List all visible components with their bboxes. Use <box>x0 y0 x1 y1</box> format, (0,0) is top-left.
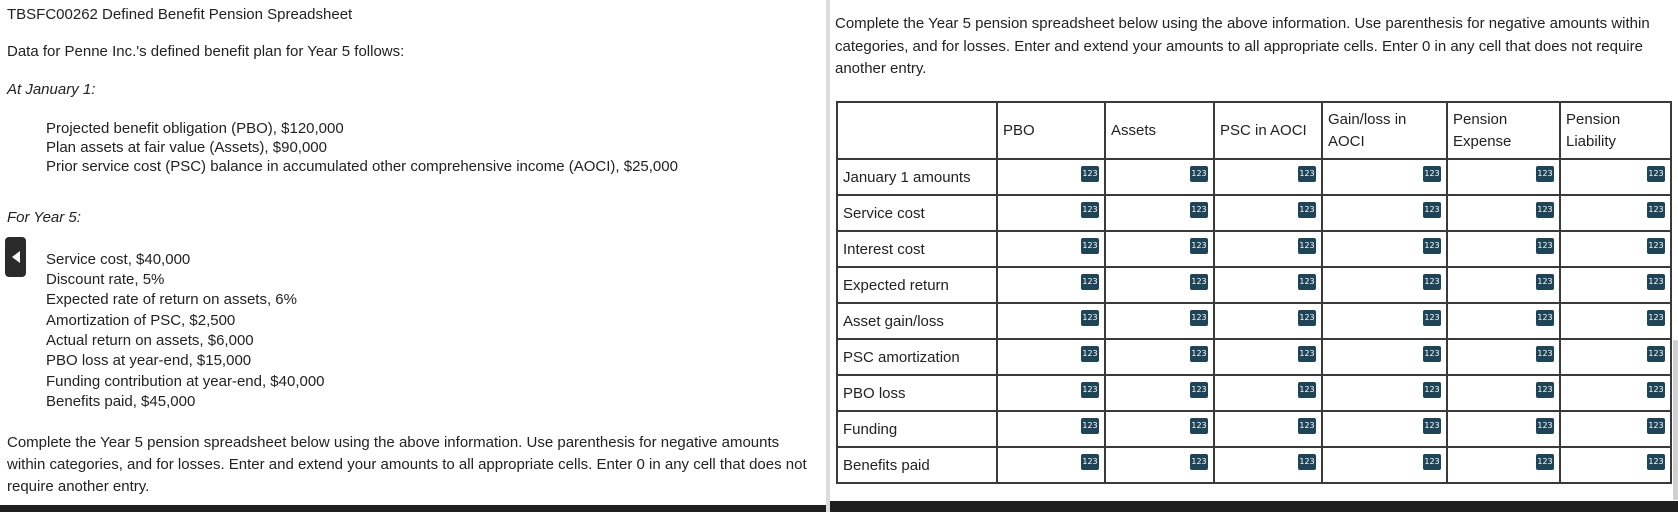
numeric-entry-icon: 123 <box>1298 202 1316 218</box>
amount-input-cell[interactable] <box>1105 303 1214 339</box>
row-label: Benefits paid <box>837 447 997 483</box>
numeric-entry-icon: 123 <box>1298 310 1316 326</box>
numeric-entry-icon: 123 <box>1081 166 1099 182</box>
row-label: Expected return <box>837 267 997 303</box>
numeric-entry-icon: 123 <box>1536 310 1554 326</box>
table-row <box>837 231 1671 267</box>
year-heading: For Year 5: <box>7 209 81 226</box>
spreadsheet-instructions: Complete the Year 5 pension spreadsheet below using the above information. Use parenthesis for negative amounts within categories, and for losses. Enter and extend your amounts to all appropriate cells. Enter 0 in any cell that does not require another entry. <box>835 15 1650 77</box>
amount-input-cell[interactable] <box>1322 411 1447 447</box>
numeric-entry-icon: 123 <box>1298 346 1316 362</box>
numeric-entry-icon: 123 <box>1298 274 1316 290</box>
table-row <box>837 447 1671 483</box>
amount-input-cell[interactable] <box>1322 159 1447 195</box>
numeric-entry-icon: 123 <box>1081 274 1099 290</box>
jan-heading: At January 1: <box>7 81 96 98</box>
scrollbar[interactable] <box>1673 340 1678 500</box>
spreadsheet-pane <box>826 0 1678 512</box>
numeric-entry-icon: 123 <box>1081 202 1099 218</box>
numeric-entry-icon: 123 <box>1190 166 1208 182</box>
numeric-entry-icon: 123 <box>1647 166 1665 182</box>
numeric-entry-icon: 123 <box>1536 418 1554 434</box>
numeric-entry-icon: 123 <box>1081 310 1099 326</box>
year-item: Funding contribution at year-end, $40,000 <box>46 373 325 390</box>
numeric-entry-icon: 123 <box>1647 310 1665 326</box>
column-header: Assets <box>1105 102 1214 159</box>
amount-input-cell[interactable] <box>1322 303 1447 339</box>
amount-input-cell[interactable] <box>1560 159 1671 195</box>
numeric-entry-icon: 123 <box>1081 238 1099 254</box>
numeric-entry-icon: 123 <box>1190 418 1208 434</box>
problem-intro: Data for Penne Inc.'s defined benefit plan for Year 5 follows: <box>7 43 405 60</box>
numeric-entry-icon: 123 <box>1423 454 1441 470</box>
amount-input-cell[interactable] <box>997 375 1105 411</box>
numeric-entry-icon: 123 <box>1298 238 1316 254</box>
amount-input-cell[interactable] <box>997 339 1105 375</box>
numeric-entry-icon: 123 <box>1298 382 1316 398</box>
amount-input-cell[interactable] <box>1214 195 1322 231</box>
numeric-entry-icon: 123 <box>1647 238 1665 254</box>
year-item: PBO loss at year-end, $15,000 <box>46 352 252 369</box>
numeric-entry-icon: 123 <box>1647 274 1665 290</box>
year-item: Amortization of PSC, $2,500 <box>46 312 236 329</box>
amount-input-cell[interactable] <box>1322 267 1447 303</box>
header-corner <box>837 102 997 159</box>
numeric-entry-icon: 123 <box>1536 274 1554 290</box>
year-item: Benefits paid, $45,000 <box>46 393 196 410</box>
amount-input-cell[interactable] <box>1447 231 1560 267</box>
column-header: Gain/loss in AOCI <box>1322 102 1447 159</box>
numeric-entry-icon: 123 <box>1190 238 1208 254</box>
triangle-left-icon <box>12 251 20 263</box>
amount-input-cell[interactable] <box>1447 375 1560 411</box>
numeric-entry-icon: 123 <box>1647 454 1665 470</box>
amount-input-cell[interactable] <box>1560 195 1671 231</box>
amount-input-cell[interactable] <box>1214 339 1322 375</box>
year-item: Service cost, $40,000 <box>46 251 191 268</box>
table-row <box>837 159 1671 195</box>
amount-input-cell[interactable] <box>1214 411 1322 447</box>
amount-input-cell[interactable] <box>1105 339 1214 375</box>
numeric-entry-icon: 123 <box>1298 454 1316 470</box>
amount-input-cell[interactable] <box>1560 447 1671 483</box>
row-label: Interest cost <box>837 231 997 267</box>
amount-input-cell[interactable] <box>1447 195 1560 231</box>
column-header: Pension Liability <box>1560 102 1671 159</box>
amount-input-cell[interactable] <box>1447 339 1560 375</box>
numeric-entry-icon: 123 <box>1190 310 1208 326</box>
numeric-entry-icon: 123 <box>1536 382 1554 398</box>
amount-input-cell[interactable] <box>1214 375 1322 411</box>
amount-input-cell[interactable] <box>1322 447 1447 483</box>
row-label: January 1 amounts <box>837 159 997 195</box>
amount-input-cell[interactable] <box>1560 411 1671 447</box>
header-row <box>837 102 1671 159</box>
row-label: PBO loss <box>837 375 997 411</box>
right-bottom-bar <box>830 501 1678 512</box>
numeric-entry-icon: 123 <box>1423 310 1441 326</box>
column-header: PBO <box>997 102 1105 159</box>
amount-input-cell[interactable] <box>1105 447 1214 483</box>
amount-input-cell[interactable] <box>997 195 1105 231</box>
numeric-entry-icon: 123 <box>1423 274 1441 290</box>
amount-input-cell[interactable] <box>1447 411 1560 447</box>
numeric-entry-icon: 123 <box>1190 202 1208 218</box>
amount-input-cell[interactable] <box>1105 411 1214 447</box>
amount-input-cell[interactable] <box>1447 267 1560 303</box>
numeric-entry-icon: 123 <box>1298 418 1316 434</box>
problem-instructions: Complete the Year 5 pension spreadsheet below using the above information. Use parenthesis for negative amounts within categories, and for losses. Enter and extend your amounts to all appropriate cells. Enter 0 in any cell that does not require another entry. <box>7 434 807 495</box>
row-label: PSC amortization <box>837 339 997 375</box>
column-header: PSC in AOCI <box>1214 102 1322 159</box>
left-bottom-bar <box>0 505 826 512</box>
problem-title: TBSFC00262 Defined Benefit Pension Spreadsheet <box>7 6 353 23</box>
amount-input-cell[interactable] <box>1447 447 1560 483</box>
amount-input-cell[interactable] <box>1105 159 1214 195</box>
numeric-entry-icon: 123 <box>1190 346 1208 362</box>
table-row <box>837 303 1671 339</box>
numeric-entry-icon: 123 <box>1536 346 1554 362</box>
numeric-entry-icon: 123 <box>1536 166 1554 182</box>
amount-input-cell[interactable] <box>997 159 1105 195</box>
numeric-entry-icon: 123 <box>1190 274 1208 290</box>
numeric-entry-icon: 123 <box>1423 382 1441 398</box>
table-row <box>837 375 1671 411</box>
numeric-entry-icon: 123 <box>1423 418 1441 434</box>
table-row <box>837 411 1671 447</box>
pension-spreadsheet <box>836 101 1672 484</box>
numeric-entry-icon: 123 <box>1081 418 1099 434</box>
amount-input-cell[interactable] <box>1214 303 1322 339</box>
numeric-entry-icon: 123 <box>1081 346 1099 362</box>
problem-pane <box>0 0 826 512</box>
amount-input-cell[interactable] <box>1105 267 1214 303</box>
numeric-entry-icon: 123 <box>1190 382 1208 398</box>
amount-input-cell[interactable] <box>1214 159 1322 195</box>
amount-input-cell[interactable] <box>1214 267 1322 303</box>
amount-input-cell[interactable] <box>1322 231 1447 267</box>
amount-input-cell[interactable] <box>1322 339 1447 375</box>
numeric-entry-icon: 123 <box>1536 238 1554 254</box>
year-item: Actual return on assets, $6,000 <box>46 332 254 349</box>
amount-input-cell[interactable] <box>1322 375 1447 411</box>
numeric-entry-icon: 123 <box>1647 418 1665 434</box>
numeric-entry-icon: 123 <box>1536 202 1554 218</box>
year-item: Discount rate, 5% <box>46 271 165 288</box>
amount-input-cell[interactable] <box>1447 303 1560 339</box>
numeric-entry-icon: 123 <box>1647 202 1665 218</box>
amount-input-cell[interactable] <box>1560 267 1671 303</box>
numeric-entry-icon: 123 <box>1423 346 1441 362</box>
amount-input-cell[interactable] <box>1560 375 1671 411</box>
collapse-panel-button[interactable] <box>5 237 26 277</box>
row-label: Service cost <box>837 195 997 231</box>
amount-input-cell[interactable] <box>1105 375 1214 411</box>
numeric-entry-icon: 123 <box>1536 454 1554 470</box>
row-label: Funding <box>837 411 997 447</box>
year-item: Expected rate of return on assets, 6% <box>46 291 297 308</box>
column-header: Pension Expense <box>1447 102 1560 159</box>
numeric-entry-icon: 123 <box>1081 382 1099 398</box>
row-label: Asset gain/loss <box>837 303 997 339</box>
amount-input-cell[interactable] <box>1560 303 1671 339</box>
table-row <box>837 267 1671 303</box>
amount-input-cell[interactable] <box>1560 231 1671 267</box>
numeric-entry-icon: 123 <box>1423 166 1441 182</box>
amount-input-cell[interactable] <box>1447 159 1560 195</box>
numeric-entry-icon: 123 <box>1190 454 1208 470</box>
table-row <box>837 339 1671 375</box>
numeric-entry-icon: 123 <box>1647 346 1665 362</box>
numeric-entry-icon: 123 <box>1298 166 1316 182</box>
amount-input-cell[interactable] <box>1214 231 1322 267</box>
numeric-entry-icon: 123 <box>1647 382 1665 398</box>
amount-input-cell[interactable] <box>997 303 1105 339</box>
amount-input-cell[interactable] <box>997 447 1105 483</box>
amount-input-cell[interactable] <box>1105 231 1214 267</box>
amount-input-cell[interactable] <box>1105 195 1214 231</box>
jan-item: Prior service cost (PSC) balance in accumulated other comprehensive income (AOCI), $25,000 <box>46 158 678 175</box>
jan-item: Plan assets at fair value (Assets), $90,000 <box>46 139 327 156</box>
jan-item: Projected benefit obligation (PBO), $120,000 <box>46 120 344 137</box>
amount-input-cell[interactable] <box>1214 447 1322 483</box>
amount-input-cell[interactable] <box>997 411 1105 447</box>
table-row <box>837 195 1671 231</box>
amount-input-cell[interactable] <box>1560 339 1671 375</box>
amount-input-cell[interactable] <box>997 231 1105 267</box>
amount-input-cell[interactable] <box>1322 195 1447 231</box>
amount-input-cell[interactable] <box>997 267 1105 303</box>
numeric-entry-icon: 123 <box>1423 238 1441 254</box>
numeric-entry-icon: 123 <box>1081 454 1099 470</box>
numeric-entry-icon: 123 <box>1423 202 1441 218</box>
